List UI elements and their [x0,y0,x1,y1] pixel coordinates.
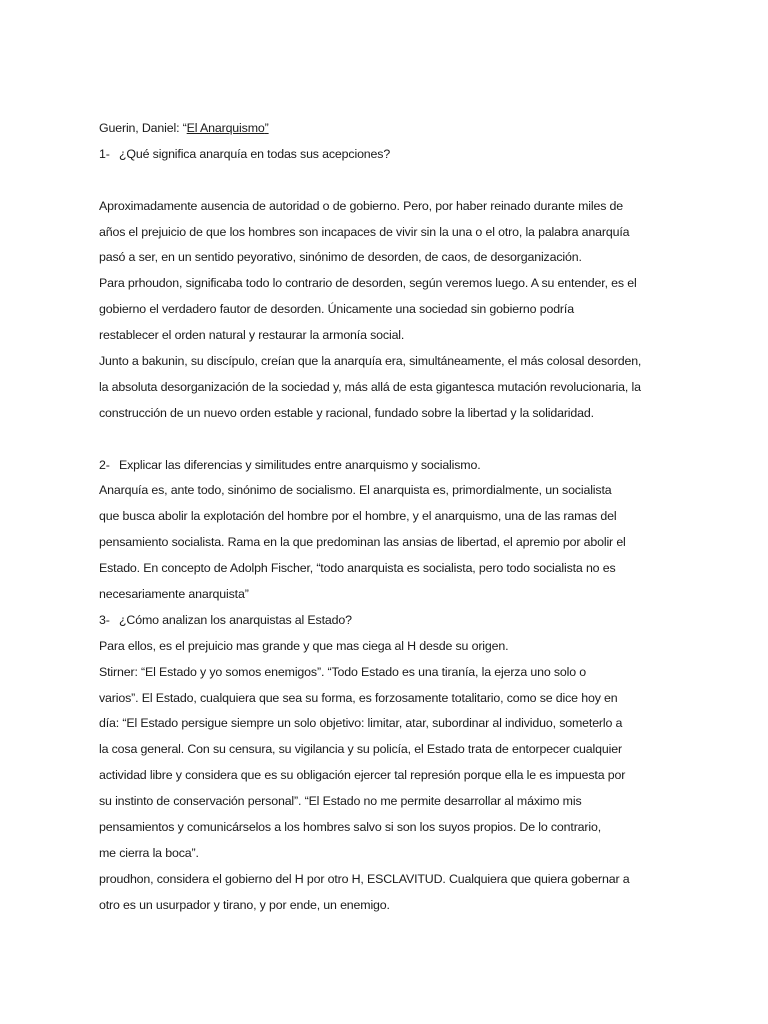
answer-line: Anarquía es, ante todo, sinónimo de socialismo. El anarquista es, primordialmente, un socialista [99,483,612,498]
answer-line: día: “El Estado persigue siempre un solo objetivo: limitar, atar, subordinar al individuo, someterlo a [99,716,623,731]
question-2 [99,453,679,479]
answer-line: que busca abolir la explotación del hombre por el hombre, y el anarquismo, una de las ramas del [99,509,617,524]
question-number: 1- [99,146,110,161]
answer-line: gobierno el verdadero fautor de desorden. Únicamente una sociedad sin gobierno podría [99,302,574,317]
question-3 [99,608,679,634]
title-author: Guerin, Daniel: “ [99,121,187,135]
answer-line: su instinto de conservación personal”. “El Estado no me permite desarrollar al máximo mis [99,794,582,809]
answer-line: pensamiento socialista. Rama en la que predominan las ansias de libertad, el apremio por abolir el [99,535,626,550]
answer-line: me cierra la boca”. [99,845,199,860]
answer-1 [99,194,679,427]
question-text: ¿Qué significa anarquía en todas sus acepciones? [119,146,391,161]
answer-3 [99,634,679,919]
answer-line: Junto a bakunin, su discípulo, creían que la anarquía era, simultáneamente, el más colosal desorden, [99,354,642,369]
answer-line: la cosa general. Con su censura, su vigilancia y su policía, el Estado trata de entorpecer cualquier [99,742,622,757]
answer-line: Para ellos, es el prejuicio mas grande y que mas ciega al H desde su origen. [99,638,509,653]
question-text: Explicar las diferencias y similitudes entre anarquismo y socialismo. [119,457,481,472]
answer-line: proudhon, considera el gobierno del H por otro H, ESCLAVITUD. Cualquiera que quiera gobernar a [99,871,630,886]
question-text: ¿Cómo analizan los anarquistas al Estado? [119,612,352,627]
document-body [99,116,679,919]
answer-line: Para prhoudon, significaba todo lo contrario de desorden, según veremos luego. A su entender, es el [99,276,637,291]
answer-line: actividad libre y considera que es su obligación ejercer tal represión porque ella le es impuesta por [99,768,626,783]
answer-line: pensamientos y comunicárselos a los hombres salvo si son los suyos propios. De lo contrario, [99,820,602,835]
answer-line: necesariamente anarquista” [99,587,249,602]
blank-line [99,427,679,453]
answer-line: varios”. El Estado, cualquiera que sea su forma, es forzosamente totalitario, como se dice hoy en [99,690,618,705]
document-title [99,116,679,142]
answer-line: Aproximadamente ausencia de autoridad o de gobierno. Pero, por haber reinado durante miles de [99,198,624,213]
answer-line: otro es un usurpador y tirano, y por ende, un enemigo. [99,897,390,912]
title-work: El Anarquismo” [186,121,269,135]
question-1 [99,142,679,168]
answer-line: construcción de un nuevo orden estable y racional, fundado sobre la libertad y la solidaridad. [99,405,594,420]
blank-line [99,168,679,194]
answer-line: pasó a ser, en un sentido peyorativo, sinónimo de desorden, de caos, de desorganización. [99,250,582,265]
question-number: 3- [99,612,110,627]
answer-2 [99,478,679,607]
answer-line: Estado. En concepto de Adolph Fischer, “todo anarquista es socialista, pero todo socialista no es [99,561,616,576]
answer-line: años el prejuicio de que los hombres son incapaces de vivir sin la una o el otro, la palabra anarquía [99,224,630,239]
answer-line: Stirner: “El Estado y yo somos enemigos”. “Todo Estado es una tiranía, la ejerza uno solo o [99,664,587,679]
answer-line: la absoluta desorganización de la sociedad y, más allá de esta gigantesca mutación revolucionaria, la [99,379,641,394]
answer-line: restablecer el orden natural y restaurar la armonía social. [99,328,405,343]
question-number: 2- [99,457,110,472]
